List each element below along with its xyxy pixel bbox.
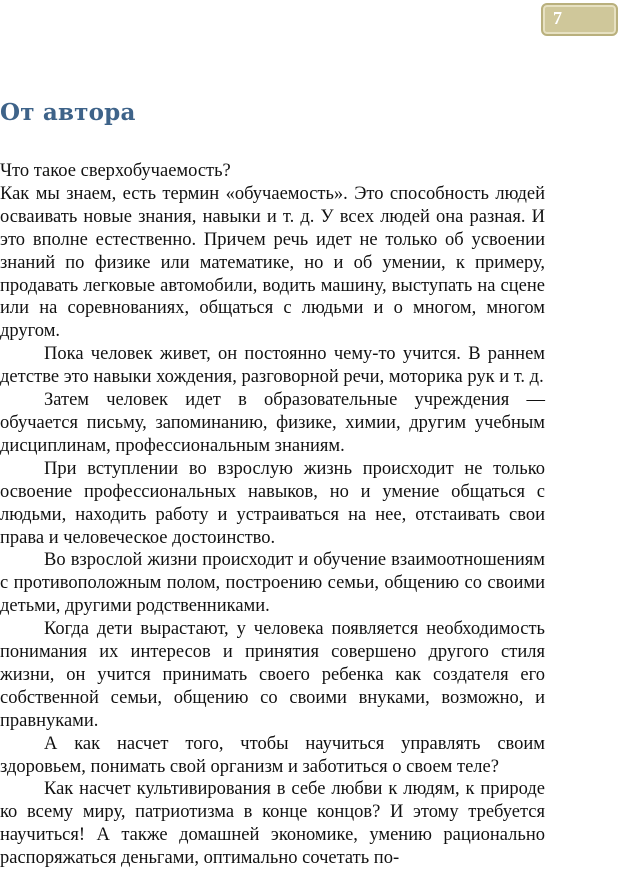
page-number: 7: [553, 8, 562, 28]
chapter-title: От автора: [0, 99, 136, 126]
paragraph: Когда дети вырастают, у человека появляется необходимость понимания их интересов и принятия совершено другого стиля жизни, он учится принимать своего ребенка как создателя его собственной семьи, общению со своими внуками, возможно, и правнуками.: [0, 619, 545, 731]
body-text: [0, 160, 545, 870]
paragraph: А как насчет того, чтобы научиться управлять своим здоровьем, понимать свой организм и заботиться о своем теле?: [0, 733, 545, 777]
paragraph: Как насчет культивирования в себе любви к людям, к природе ко всему миру, патриотизма в конце концов? И этому требуется научиться! А также домашней экономике, умению рационально распоряжаться деньгами, оптимально сочетать по-: [0, 779, 545, 869]
paragraph: Пока человек живет, он постоянно чему-то учится. В раннем детстве это навыки хождения, разговорной речи, моторика рук и т. д.: [0, 344, 545, 388]
paragraph: При вступлении во взрослую жизнь происходит не только освоение профессиональных навыков, но и умение общаться с людьми, находить работу и устраиваться на нее, отстаивать свои права и человеческое достоинство.: [0, 458, 545, 548]
paragraph: Затем человек идет в образовательные учреждения — обучается письму, запоминанию, физике, химии, другим учебным дисциплинам, профессиональным знаниям.: [0, 390, 545, 456]
paragraph: Как мы знаем, есть термин «обучаемость». Это способность людей осваивать новые знания, навыки и т. д. У всех людей она разная. И это вполне естественно. Причем речь идет не только об усвоении знаний по физике или математике, но и об умении, к примеру, продавать легковые автомобили, водить машину, выступать на сцене или на соревнованиях, общаться с людьми и о многом, многом другом.: [0, 183, 545, 342]
paragraph: Что такое сверхобучаемость?: [0, 161, 231, 181]
paragraph: Во взрослой жизни происходит и обучение взаимоотношениям с противоположным полом, построению семьи, общению со своими детьми, другими родственниками.: [0, 550, 545, 617]
page-number-badge: [541, 3, 618, 36]
